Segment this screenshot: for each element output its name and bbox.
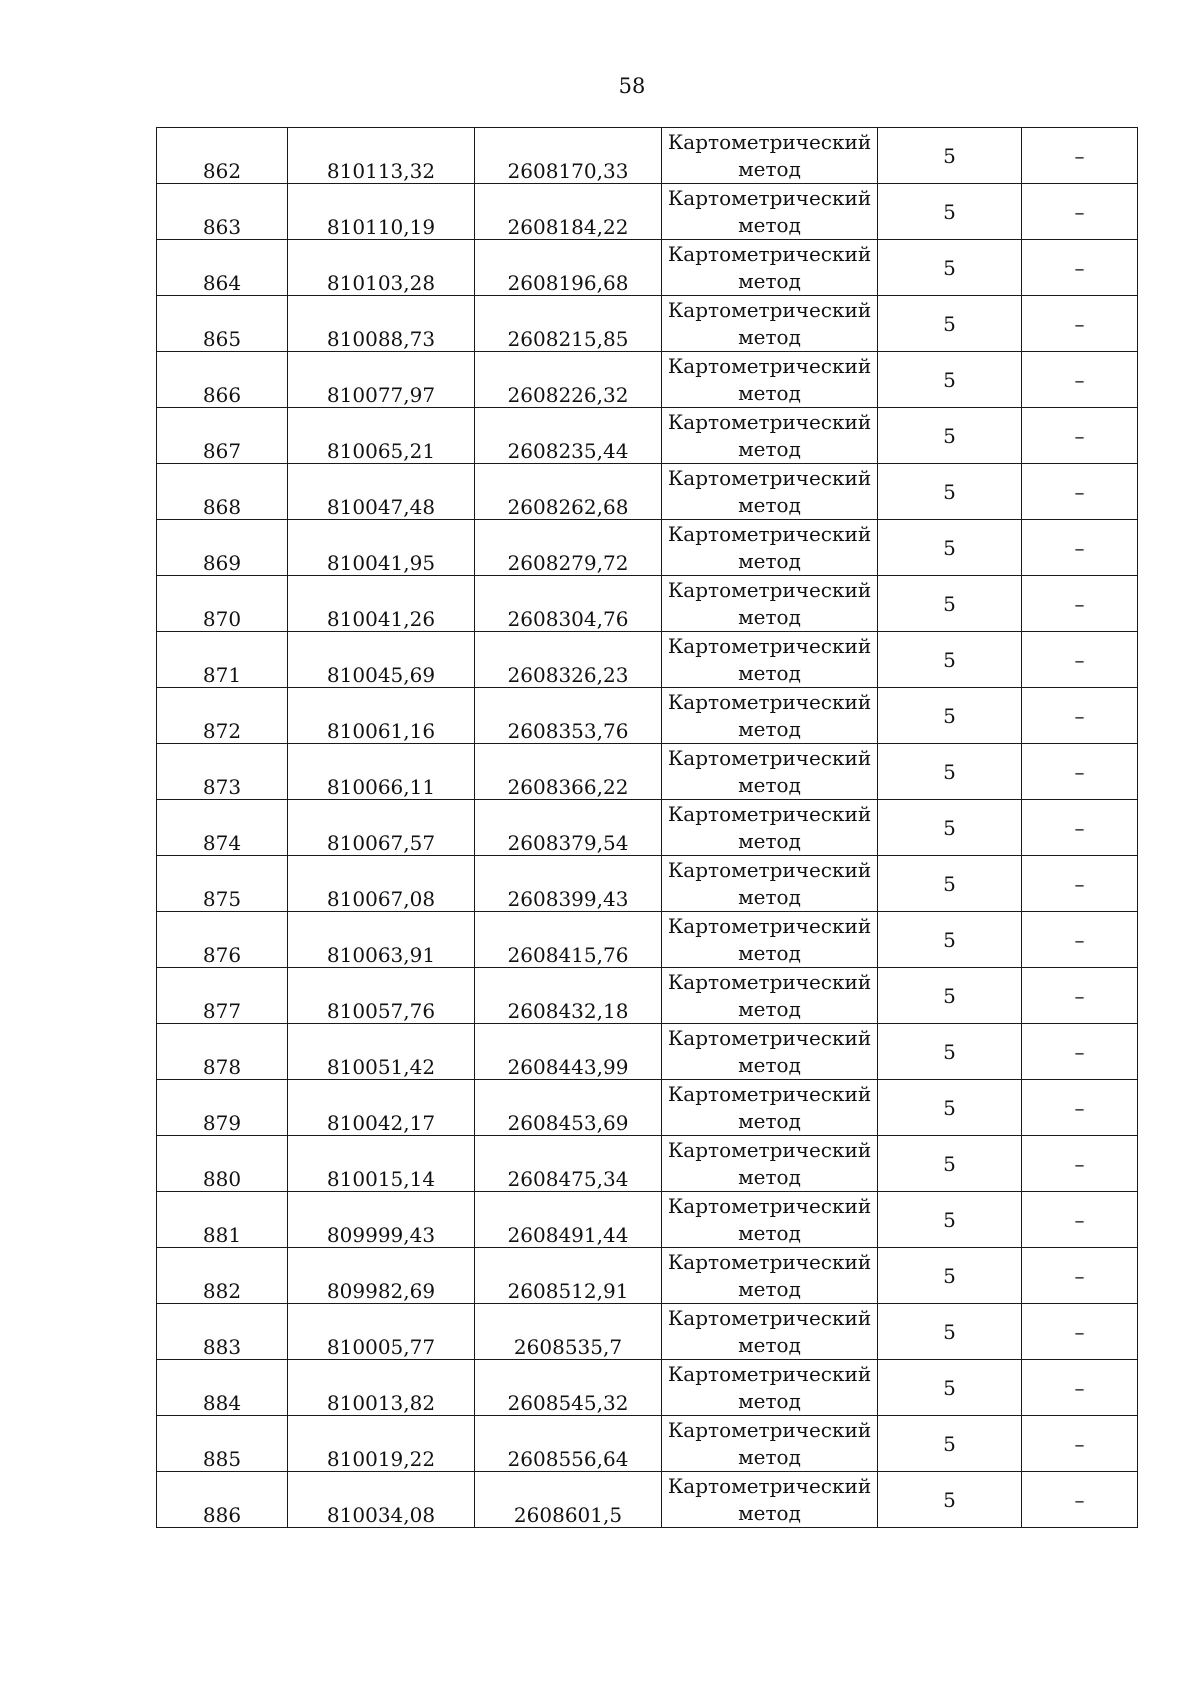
- method-cell: [662, 576, 878, 632]
- method-line-1: Картометрический: [667, 1306, 872, 1330]
- x-coordinate-cell: 810042,17: [288, 1080, 475, 1136]
- method-cell: [662, 856, 878, 912]
- table-row: [157, 520, 1138, 576]
- y-coordinate-cell: 2608262,68: [475, 464, 662, 520]
- x-coordinate-cell: 810057,76: [288, 968, 475, 1024]
- note-cell: –: [1022, 1136, 1138, 1192]
- table-row: [157, 800, 1138, 856]
- accuracy-cell: 5: [878, 1360, 1022, 1416]
- table-row: [157, 352, 1138, 408]
- point-number-cell: 881: [157, 1192, 288, 1248]
- method-cell: [662, 520, 878, 576]
- note-cell: –: [1022, 632, 1138, 688]
- method-line-2: метод: [738, 773, 801, 797]
- table-row: [157, 1080, 1138, 1136]
- method-cell: [662, 240, 878, 296]
- y-coordinate-cell: 2608279,72: [475, 520, 662, 576]
- method-cell: [662, 1080, 878, 1136]
- note-cell: –: [1022, 1024, 1138, 1080]
- x-coordinate-cell: 810041,95: [288, 520, 475, 576]
- method-line-1: Картометрический: [667, 690, 872, 714]
- x-coordinate-cell: 810065,21: [288, 408, 475, 464]
- note-cell: –: [1022, 856, 1138, 912]
- point-number-cell: 880: [157, 1136, 288, 1192]
- table-row: [157, 464, 1138, 520]
- method-line-1: Картометрический: [667, 634, 872, 658]
- method-line-2: метод: [738, 269, 801, 293]
- point-number-cell: 878: [157, 1024, 288, 1080]
- x-coordinate-cell: 809982,69: [288, 1248, 475, 1304]
- method-line-2: метод: [738, 1445, 801, 1469]
- method-line-1: Картометрический: [667, 746, 872, 770]
- y-coordinate-cell: 2608475,34: [475, 1136, 662, 1192]
- note-cell: –: [1022, 128, 1138, 184]
- method-cell: [662, 1472, 878, 1528]
- point-number-cell: 875: [157, 856, 288, 912]
- point-number-cell: 863: [157, 184, 288, 240]
- point-number-cell: 871: [157, 632, 288, 688]
- method-line-2: метод: [738, 549, 801, 573]
- method-line-2: метод: [738, 1333, 801, 1357]
- method-line-2: метод: [738, 1221, 801, 1245]
- point-number-cell: 879: [157, 1080, 288, 1136]
- y-coordinate-cell: 2608601,5: [475, 1472, 662, 1528]
- method-line-1: Картометрический: [667, 970, 872, 994]
- method-line-1: Картометрический: [667, 298, 872, 322]
- method-cell: [662, 1024, 878, 1080]
- method-line-1: Картометрический: [667, 1138, 872, 1162]
- table-row: [157, 1472, 1138, 1528]
- method-line-2: метод: [738, 941, 801, 965]
- accuracy-cell: 5: [878, 1416, 1022, 1472]
- point-number-cell: 876: [157, 912, 288, 968]
- method-line-2: метод: [738, 829, 801, 853]
- x-coordinate-cell: 810034,08: [288, 1472, 475, 1528]
- method-cell: [662, 968, 878, 1024]
- y-coordinate-cell: 2608226,32: [475, 352, 662, 408]
- y-coordinate-cell: 2608215,85: [475, 296, 662, 352]
- note-cell: –: [1022, 1304, 1138, 1360]
- method-line-2: метод: [738, 885, 801, 909]
- y-coordinate-cell: 2608535,7: [475, 1304, 662, 1360]
- method-cell: [662, 632, 878, 688]
- x-coordinate-cell: 810067,08: [288, 856, 475, 912]
- accuracy-cell: 5: [878, 1472, 1022, 1528]
- point-number-cell: 864: [157, 240, 288, 296]
- note-cell: –: [1022, 1472, 1138, 1528]
- y-coordinate-cell: 2608512,91: [475, 1248, 662, 1304]
- method-line-1: Картометрический: [667, 354, 872, 378]
- method-line-1: Картометрический: [667, 1026, 872, 1050]
- note-cell: –: [1022, 352, 1138, 408]
- point-number-cell: 868: [157, 464, 288, 520]
- note-cell: –: [1022, 1080, 1138, 1136]
- y-coordinate-cell: 2608170,33: [475, 128, 662, 184]
- x-coordinate-cell: 810067,57: [288, 800, 475, 856]
- y-coordinate-cell: 2608491,44: [475, 1192, 662, 1248]
- method-line-1: Картометрический: [667, 1194, 872, 1218]
- note-cell: –: [1022, 968, 1138, 1024]
- accuracy-cell: 5: [878, 912, 1022, 968]
- note-cell: –: [1022, 184, 1138, 240]
- method-cell: [662, 1360, 878, 1416]
- method-line-2: метод: [738, 157, 801, 181]
- accuracy-cell: 5: [878, 128, 1022, 184]
- x-coordinate-cell: 810066,11: [288, 744, 475, 800]
- y-coordinate-cell: 2608366,22: [475, 744, 662, 800]
- table-row: [157, 408, 1138, 464]
- x-coordinate-cell: 810047,48: [288, 464, 475, 520]
- point-number-cell: 877: [157, 968, 288, 1024]
- x-coordinate-cell: 810015,14: [288, 1136, 475, 1192]
- method-cell: [662, 1416, 878, 1472]
- point-number-cell: 882: [157, 1248, 288, 1304]
- accuracy-cell: 5: [878, 688, 1022, 744]
- point-number-cell: 886: [157, 1472, 288, 1528]
- accuracy-cell: 5: [878, 632, 1022, 688]
- method-line-2: метод: [738, 213, 801, 237]
- note-cell: –: [1022, 800, 1138, 856]
- table-row: [157, 968, 1138, 1024]
- accuracy-cell: 5: [878, 464, 1022, 520]
- accuracy-cell: 5: [878, 1136, 1022, 1192]
- method-cell: [662, 352, 878, 408]
- table-row: [157, 1024, 1138, 1080]
- x-coordinate-cell: 810041,26: [288, 576, 475, 632]
- point-number-cell: 874: [157, 800, 288, 856]
- table-row: [157, 296, 1138, 352]
- x-coordinate-cell: 810061,16: [288, 688, 475, 744]
- point-number-cell: 866: [157, 352, 288, 408]
- note-cell: –: [1022, 240, 1138, 296]
- method-line-2: метод: [738, 493, 801, 517]
- table-row: [157, 128, 1138, 184]
- x-coordinate-cell: 810013,82: [288, 1360, 475, 1416]
- accuracy-cell: 5: [878, 520, 1022, 576]
- point-number-cell: 862: [157, 128, 288, 184]
- x-coordinate-cell: 810110,19: [288, 184, 475, 240]
- table-row: [157, 1416, 1138, 1472]
- table-row: [157, 744, 1138, 800]
- method-cell: [662, 1136, 878, 1192]
- x-coordinate-cell: 810005,77: [288, 1304, 475, 1360]
- x-coordinate-cell: 810063,91: [288, 912, 475, 968]
- x-coordinate-cell: 810051,42: [288, 1024, 475, 1080]
- method-line-2: метод: [738, 437, 801, 461]
- note-cell: –: [1022, 912, 1138, 968]
- accuracy-cell: 5: [878, 800, 1022, 856]
- accuracy-cell: 5: [878, 856, 1022, 912]
- accuracy-cell: 5: [878, 240, 1022, 296]
- note-cell: –: [1022, 408, 1138, 464]
- y-coordinate-cell: 2608235,44: [475, 408, 662, 464]
- y-coordinate-cell: 2608184,22: [475, 184, 662, 240]
- method-cell: [662, 1248, 878, 1304]
- table-row: [157, 688, 1138, 744]
- method-line-2: метод: [738, 717, 801, 741]
- method-cell: [662, 184, 878, 240]
- accuracy-cell: 5: [878, 968, 1022, 1024]
- accuracy-cell: 5: [878, 1248, 1022, 1304]
- y-coordinate-cell: 2608304,76: [475, 576, 662, 632]
- y-coordinate-cell: 2608326,23: [475, 632, 662, 688]
- coordinates-table-body: [157, 128, 1138, 1528]
- method-line-1: Картометрический: [667, 914, 872, 938]
- method-cell: [662, 464, 878, 520]
- method-cell: [662, 296, 878, 352]
- method-cell: [662, 1304, 878, 1360]
- y-coordinate-cell: 2608196,68: [475, 240, 662, 296]
- table-row: [157, 1304, 1138, 1360]
- point-number-cell: 873: [157, 744, 288, 800]
- x-coordinate-cell: 810019,22: [288, 1416, 475, 1472]
- accuracy-cell: 5: [878, 296, 1022, 352]
- accuracy-cell: 5: [878, 576, 1022, 632]
- table-row: [157, 1192, 1138, 1248]
- y-coordinate-cell: 2608399,43: [475, 856, 662, 912]
- y-coordinate-cell: 2608545,32: [475, 1360, 662, 1416]
- table-row: [157, 1360, 1138, 1416]
- method-line-1: Картометрический: [667, 1474, 872, 1498]
- method-line-2: метод: [738, 605, 801, 629]
- accuracy-cell: 5: [878, 352, 1022, 408]
- table-row: [157, 912, 1138, 968]
- method-line-1: Картометрический: [667, 1250, 872, 1274]
- method-cell: [662, 912, 878, 968]
- x-coordinate-cell: 809999,43: [288, 1192, 475, 1248]
- method-line-2: метод: [738, 1109, 801, 1133]
- table-row: [157, 184, 1138, 240]
- note-cell: –: [1022, 1192, 1138, 1248]
- x-coordinate-cell: 810113,32: [288, 128, 475, 184]
- point-number-cell: 883: [157, 1304, 288, 1360]
- method-line-1: Картометрический: [667, 858, 872, 882]
- method-line-1: Картометрический: [667, 802, 872, 826]
- method-line-1: Картометрический: [667, 1082, 872, 1106]
- method-cell: [662, 408, 878, 464]
- x-coordinate-cell: 810045,69: [288, 632, 475, 688]
- method-line-1: Картометрический: [667, 1418, 872, 1442]
- method-line-2: метод: [738, 1277, 801, 1301]
- method-line-2: метод: [738, 1053, 801, 1077]
- accuracy-cell: 5: [878, 1024, 1022, 1080]
- point-number-cell: 872: [157, 688, 288, 744]
- method-line-2: метод: [738, 381, 801, 405]
- y-coordinate-cell: 2608415,76: [475, 912, 662, 968]
- y-coordinate-cell: 2608556,64: [475, 1416, 662, 1472]
- method-cell: [662, 1192, 878, 1248]
- method-line-1: Картометрический: [667, 186, 872, 210]
- accuracy-cell: 5: [878, 744, 1022, 800]
- method-line-2: метод: [738, 325, 801, 349]
- table-row: [157, 1136, 1138, 1192]
- point-number-cell: 884: [157, 1360, 288, 1416]
- method-line-1: Картометрический: [667, 130, 872, 154]
- accuracy-cell: 5: [878, 408, 1022, 464]
- method-cell: [662, 744, 878, 800]
- method-line-1: Картометрический: [667, 1362, 872, 1386]
- method-line-2: метод: [738, 1501, 801, 1525]
- accuracy-cell: 5: [878, 1080, 1022, 1136]
- note-cell: –: [1022, 688, 1138, 744]
- accuracy-cell: 5: [878, 1304, 1022, 1360]
- note-cell: –: [1022, 520, 1138, 576]
- method-line-1: Картометрический: [667, 578, 872, 602]
- method-line-1: Картометрический: [667, 242, 872, 266]
- x-coordinate-cell: 810103,28: [288, 240, 475, 296]
- note-cell: –: [1022, 1248, 1138, 1304]
- x-coordinate-cell: 810077,97: [288, 352, 475, 408]
- y-coordinate-cell: 2608353,76: [475, 688, 662, 744]
- coordinates-table: [156, 127, 1138, 1528]
- method-line-2: метод: [738, 997, 801, 1021]
- y-coordinate-cell: 2608443,99: [475, 1024, 662, 1080]
- method-line-1: Картометрический: [667, 466, 872, 490]
- table-row: [157, 576, 1138, 632]
- method-line-1: Картометрический: [667, 522, 872, 546]
- table-row: [157, 240, 1138, 296]
- note-cell: –: [1022, 296, 1138, 352]
- method-cell: [662, 800, 878, 856]
- note-cell: –: [1022, 1416, 1138, 1472]
- method-cell: [662, 688, 878, 744]
- method-line-1: Картометрический: [667, 410, 872, 434]
- note-cell: –: [1022, 576, 1138, 632]
- table-row: [157, 856, 1138, 912]
- table-row: [157, 1248, 1138, 1304]
- note-cell: –: [1022, 1360, 1138, 1416]
- method-line-2: метод: [738, 661, 801, 685]
- note-cell: –: [1022, 744, 1138, 800]
- note-cell: –: [1022, 464, 1138, 520]
- method-cell: [662, 128, 878, 184]
- accuracy-cell: 5: [878, 1192, 1022, 1248]
- method-line-2: метод: [738, 1165, 801, 1189]
- y-coordinate-cell: 2608432,18: [475, 968, 662, 1024]
- x-coordinate-cell: 810088,73: [288, 296, 475, 352]
- point-number-cell: 870: [157, 576, 288, 632]
- y-coordinate-cell: 2608379,54: [475, 800, 662, 856]
- point-number-cell: 885: [157, 1416, 288, 1472]
- accuracy-cell: 5: [878, 184, 1022, 240]
- point-number-cell: 869: [157, 520, 288, 576]
- method-line-2: метод: [738, 1389, 801, 1413]
- page-number: 58: [618, 74, 646, 98]
- table-row: [157, 632, 1138, 688]
- y-coordinate-cell: 2608453,69: [475, 1080, 662, 1136]
- point-number-cell: 867: [157, 408, 288, 464]
- point-number-cell: 865: [157, 296, 288, 352]
